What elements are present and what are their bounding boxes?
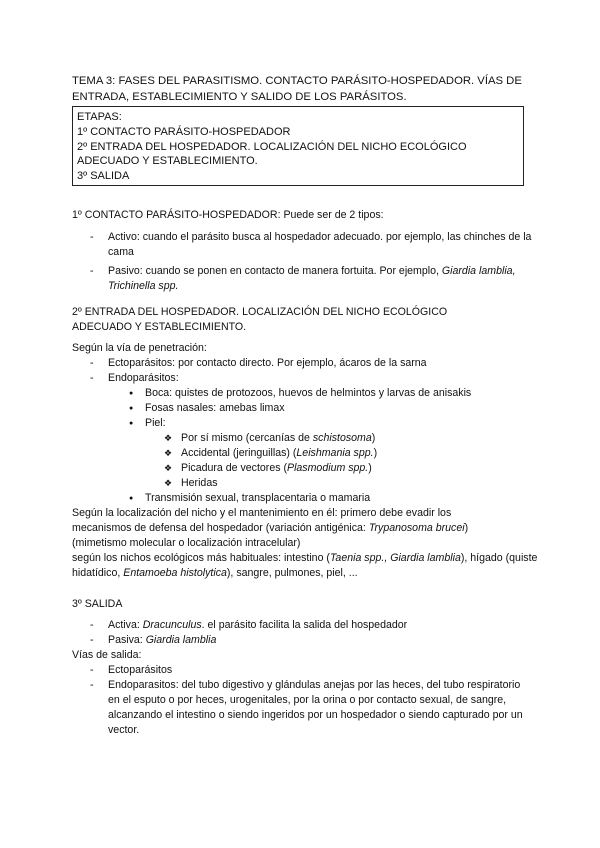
list-item-pasivo (72, 264, 542, 294)
activa-species: Dracunculus (142, 619, 202, 631)
stage-1: 1º CONTACTO PARÁSITO-HOSPEDADOR (77, 125, 291, 138)
stage-2-cont: ADECUADO Y ESTABLECIMIENTO. (77, 155, 258, 168)
section-1-heading: 1º CONTACTO PARÁSITO-HOSPEDADOR: Puede ser de 2 tipos: (72, 209, 384, 221)
endo-text: Endoparásitos: (108, 372, 179, 384)
endo-salida-text: Endoparasitos: del tubo digestivo y glándulas anejas por las heces, del tubo respiratorio en el esputo o por heces, urogenitales, por la orina o por contacto sexual, de sangre, alcanzando el intestino o siendo ingeridos por un hospedador o siendo capturado por un vector. (108, 679, 523, 736)
list-item-transmision (72, 491, 542, 506)
p3-close: ) (368, 462, 372, 474)
list-item-boca (72, 386, 542, 401)
pasiva-species: Giardia lamblia (145, 634, 217, 646)
document-title: TEMA 3: FASES DEL PARASITISMO. CONTACTO PARÁSITO-HOSPEDADOR. VÍAS DE ENTRADA, ESTABLECIMIENTO Y SALIDO DE LOS PARÁSITOS. (72, 75, 522, 103)
section-salida (72, 597, 542, 738)
list-item-piel (72, 416, 542, 431)
list-item-picadura (72, 461, 542, 476)
p2-close: ) (373, 447, 378, 459)
activo-text: Activo: cuando el parásito busca al hospedador adecuado. por ejemplo, las chinches de la cama (108, 231, 532, 258)
p1-close: ) (371, 432, 376, 444)
list-item-endoparasitos (72, 371, 542, 386)
loc-species: Trypanosoma brucei (368, 522, 465, 534)
pasivo-species: Giardia lamblia, Trichinella spp. (108, 265, 516, 292)
p1-text: Por sí mismo (cercanías de (181, 432, 313, 444)
loc-text-end: )(mimetismo molecular o localización intracelular) (72, 522, 469, 549)
pasivo-text: Pasivo: cuando se ponen en contacto de manera fortuita. Por ejemplo, (108, 265, 442, 277)
list-item-por-si-mismo (72, 431, 542, 446)
stages-heading: ETAPAS: (77, 111, 122, 123)
p1-species: schistosoma (312, 432, 372, 444)
list-item-heridas (72, 476, 542, 491)
ecto-text: Ectoparásitos: por contacto directo. Por ejemplo, ácaros de la sarna (108, 357, 427, 369)
p2-species: Leishmania spp. (296, 447, 374, 459)
piel-text: Piel: (145, 417, 166, 429)
stage-3: 3º SALIDA (77, 170, 130, 183)
penetration-list (72, 356, 542, 386)
loc-text: Según la localización del nicho y el mantenimiento en él: primero debe evadir los mecanismos de defensa del hospedador (variación antigénica: (72, 507, 452, 534)
stage-2: 2º ENTRADA DEL HOSPEDADOR. LOCALIZACIÓN DEL NICHO ECOLÓGICO (77, 140, 467, 153)
p2-text: Accidental (jeringuillas) ( (181, 447, 297, 459)
exit-types-list (72, 618, 542, 648)
nich-text-end: ), sangre, pulmones, piel, ... (226, 567, 358, 579)
activa-text: . el parásito facilita la salida del hospedador (201, 619, 408, 631)
exit-routes-list (72, 663, 542, 738)
list-item-fosas (72, 401, 542, 416)
list-item-accidental (72, 446, 542, 461)
nich-species-1: Taenia spp., Giardia lamblia (329, 552, 461, 564)
p3-text: Picadura de vectores ( (181, 462, 287, 474)
nich-text: según los nichos ecológicos más habituales: intestino ( (72, 552, 330, 564)
section-2-heading: 2º ENTRADA DEL HOSPEDADOR. LOCALIZACIÓN DEL NICHO ECOLÓGICO ADECUADO Y ESTABLECIMIENTO. (72, 306, 448, 333)
contact-types-list (72, 230, 542, 294)
nich-species-2: Entamoeba histolytica (123, 567, 227, 579)
trans-text: Transmisión sexual, transplacentaria o mamaria (145, 492, 371, 504)
vias-salida: Vías de salida: (72, 649, 142, 661)
skin-routes-list (72, 431, 542, 491)
ecto-salida-text: Ectoparásitos (108, 664, 173, 676)
p4-text: Heridas (181, 477, 218, 489)
section-entrada (72, 305, 542, 581)
localizacion-paragraph (72, 506, 472, 551)
nichos-paragraph (72, 551, 542, 581)
activa-label: Activa: (108, 619, 143, 631)
list-item-pasiva (72, 633, 542, 648)
list-item-ecto-salida (72, 663, 542, 678)
stages-box (72, 106, 524, 186)
fosas-text: Fosas nasales: amebas limax (145, 402, 285, 414)
list-item-endo-salida (72, 678, 528, 738)
list-item-activa (72, 618, 542, 633)
section-contacto (72, 208, 542, 294)
nich-text-2: ), hígado (quiste hidatídico, (72, 552, 538, 579)
transmission-list (72, 491, 542, 506)
list-item-activo (72, 230, 542, 260)
via-penetracion: Según la vía de penetración: (72, 342, 207, 354)
boca-text: Boca: quistes de protozoos, huevos de helmintos y larvas de anisakis (145, 387, 472, 399)
section-3-heading: 3º SALIDA (72, 598, 123, 610)
p3-species: Plasmodium spp. (287, 462, 369, 474)
endo-routes-list (72, 386, 542, 431)
pasiva-label: Pasiva: (108, 634, 146, 646)
list-item-ectoparasitos (72, 356, 542, 371)
